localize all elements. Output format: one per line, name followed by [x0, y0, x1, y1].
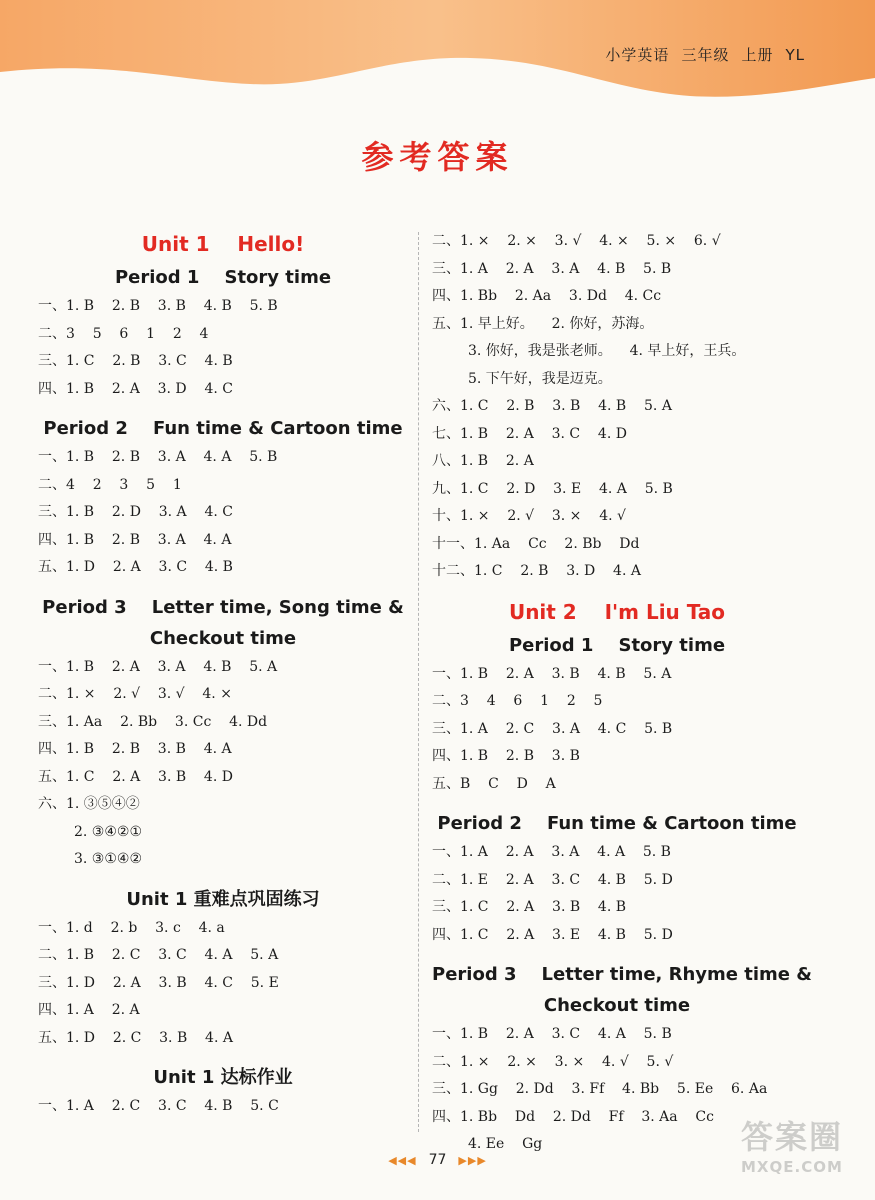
answer-row: 五、1. C 2. A 3. B 4. D: [38, 768, 233, 785]
answer-row: 2. ③④②①: [74, 823, 143, 840]
answer-row: 四、1. Bb Dd 2. Dd Ff 3. Aa Cc: [432, 1108, 714, 1125]
answer-row: 六、1. ③⑤④②: [38, 796, 140, 812]
page-number: 77: [428, 1152, 447, 1168]
answer-row: 三、1. A 2. C 3. A 4. C 5. B: [432, 720, 673, 737]
answer-row: 三、1. D 2. A 3. B 4. C 5. E: [38, 974, 279, 991]
next-arrows-icon: ▶▶▶: [458, 1154, 487, 1167]
unit1-title: Unit 1 Hello!: [141, 232, 305, 256]
unit1-review-title: Unit 1 重难点巩固练习: [126, 888, 320, 910]
answer-row: 五、B C D A: [432, 775, 556, 792]
answer-row: 四、1. C 2. A 3. E 4. B 5. D: [432, 926, 673, 943]
answer-row: 十二、1. C 2. B 3. D 4. A: [432, 563, 641, 579]
answer-row: 一、1. A 2. A 3. A 4. A 5. B: [432, 844, 671, 860]
answer-row: 六、1. C 2. B 3. B 4. B 5. A: [432, 398, 672, 414]
answer-row: 十一、1. Aa Cc 2. Bb Dd: [432, 535, 640, 552]
watermark-url: MXQE.COM: [741, 1158, 843, 1176]
watermark-text: 答案圈: [741, 1118, 844, 1156]
prev-arrows-icon: ◀◀◀: [388, 1154, 417, 1167]
answer-row: 二、1. B 2. C 3. C 4. A 5. A: [38, 947, 279, 963]
answer-row: 四、1. B 2. B 3. B 4. A: [38, 741, 232, 757]
answer-row: 三、1. A 2. A 3. A 4. B 5. B: [432, 260, 672, 277]
column-divider: [418, 232, 419, 1132]
answer-row: 四、1. B 2. A 3. D 4. C: [38, 380, 233, 397]
header-book-info: [593, 44, 805, 65]
answer-row: 三、1. C 2. B 3. C 4. B: [38, 353, 233, 369]
answer-row: 五、1. D 2. C 3. B 4. A: [38, 1029, 233, 1046]
unit1-period2-title: Period 2 Fun time & Cartoon time: [43, 418, 403, 439]
answer-row: 3. 你好，我是张老师。 4. 早上好，王兵。: [468, 343, 746, 359]
answer-row: 二、4 2 3 5 1: [38, 476, 182, 493]
unit2-period3-title: Period 3 Letter time, Rhyme time &: [432, 964, 812, 985]
answer-row: 四、1. Bb 2. Aa 3. Dd 4. Cc: [432, 288, 662, 304]
unit1-standard-title: Unit 1 达标作业: [153, 1067, 293, 1088]
answer-row: 一、1. B 2. A 3. B 4. B 5. A: [432, 665, 672, 682]
answer-row: 三、1. C 2. A 3. B 4. B: [432, 899, 627, 915]
header-volume: 上册: [741, 46, 774, 64]
answer-row: 二、3 5 6 1 2 4: [38, 325, 209, 342]
answer-row: 三、1. B 2. D 3. A 4. C: [38, 504, 233, 520]
answer-row: 九、1. C 2. D 3. E 4. A 5. B: [432, 480, 673, 497]
answer-row: 一、1. B 2. A 3. C 4. A 5. B: [432, 1026, 672, 1042]
answer-row: 5. 下午好，我是迈克。: [468, 370, 612, 387]
answer-row: 二、1. × 2. × 3. × 4. √ 5. √: [432, 1053, 674, 1070]
answer-row: 一、1. B 2. A 3. A 4. B 5. A: [38, 658, 278, 675]
answer-row: 四、1. A 2. A: [38, 1002, 140, 1018]
unit2-period2-title: Period 2 Fun time & Cartoon time: [437, 813, 797, 834]
unit2-period3-title-cont: Checkout time: [543, 995, 691, 1016]
answer-row: 一、1. B 2. B 3. B 4. B 5. B: [38, 298, 278, 314]
answer-row: 四、1. B 2. B 3. B: [432, 748, 580, 764]
answer-row: 二、1. E 2. A 3. C 4. B 5. D: [432, 871, 673, 888]
answer-row: 二、1. × 2. × 3. √ 4. × 5. × 6. √: [432, 233, 721, 249]
right-column: [432, 228, 812, 1159]
answer-row: 八、1. B 2. A: [432, 453, 534, 469]
answer-row: 四、1. B 2. B 3. A 4. A: [38, 531, 232, 548]
unit1-period3-title-cont: Checkout time: [149, 627, 297, 649]
answer-row: 3. ③①④②: [74, 851, 143, 867]
answer-row: 七、1. B 2. A 3. C 4. D: [432, 425, 627, 442]
answer-row: 五、1. 早上好。 2. 你好，苏海。: [432, 315, 654, 332]
answer-row: 三、1. Gg 2. Dd 3. Ff 4. Bb 5. Ee 6. Aa: [432, 1081, 768, 1097]
unit2-period1-title: Period 1 Story time: [508, 634, 726, 656]
answer-row: 一、1. d 2. b 3. c 4. a: [38, 919, 225, 936]
answer-row: 4. Ee Gg: [468, 1136, 543, 1152]
answer-row: 三、1. Aa 2. Bb 3. Cc 4. Dd: [38, 713, 268, 730]
left-column: [38, 228, 408, 1121]
answer-row: 二、3 4 6 1 2 5: [432, 693, 603, 709]
answer-row: 一、1. B 2. B 3. A 4. A 5. B: [38, 449, 278, 465]
header-edition: YL: [785, 46, 805, 64]
unit1-period3-title: Period 3 Letter time, Song time &: [42, 596, 404, 618]
unit2-title: Unit 2 I'm Liu Tao: [508, 599, 726, 624]
unit1-period1-title: Period 1 Story time: [114, 267, 332, 288]
answer-row: 二、1. × 2. √ 3. √ 4. ×: [38, 686, 232, 702]
answer-row: 一、1. A 2. C 3. C 4. B 5. C: [38, 1098, 279, 1114]
header-grade: 三年级: [681, 46, 730, 64]
answer-row: 十、1. × 2. √ 3. × 4. √: [432, 508, 626, 524]
watermark-logo: [741, 1112, 861, 1190]
answer-row: 五、1. D 2. A 3. C 4. B: [38, 559, 233, 575]
page-title: 参考答案: [361, 138, 514, 176]
header-subject: 小学英语: [605, 46, 670, 64]
